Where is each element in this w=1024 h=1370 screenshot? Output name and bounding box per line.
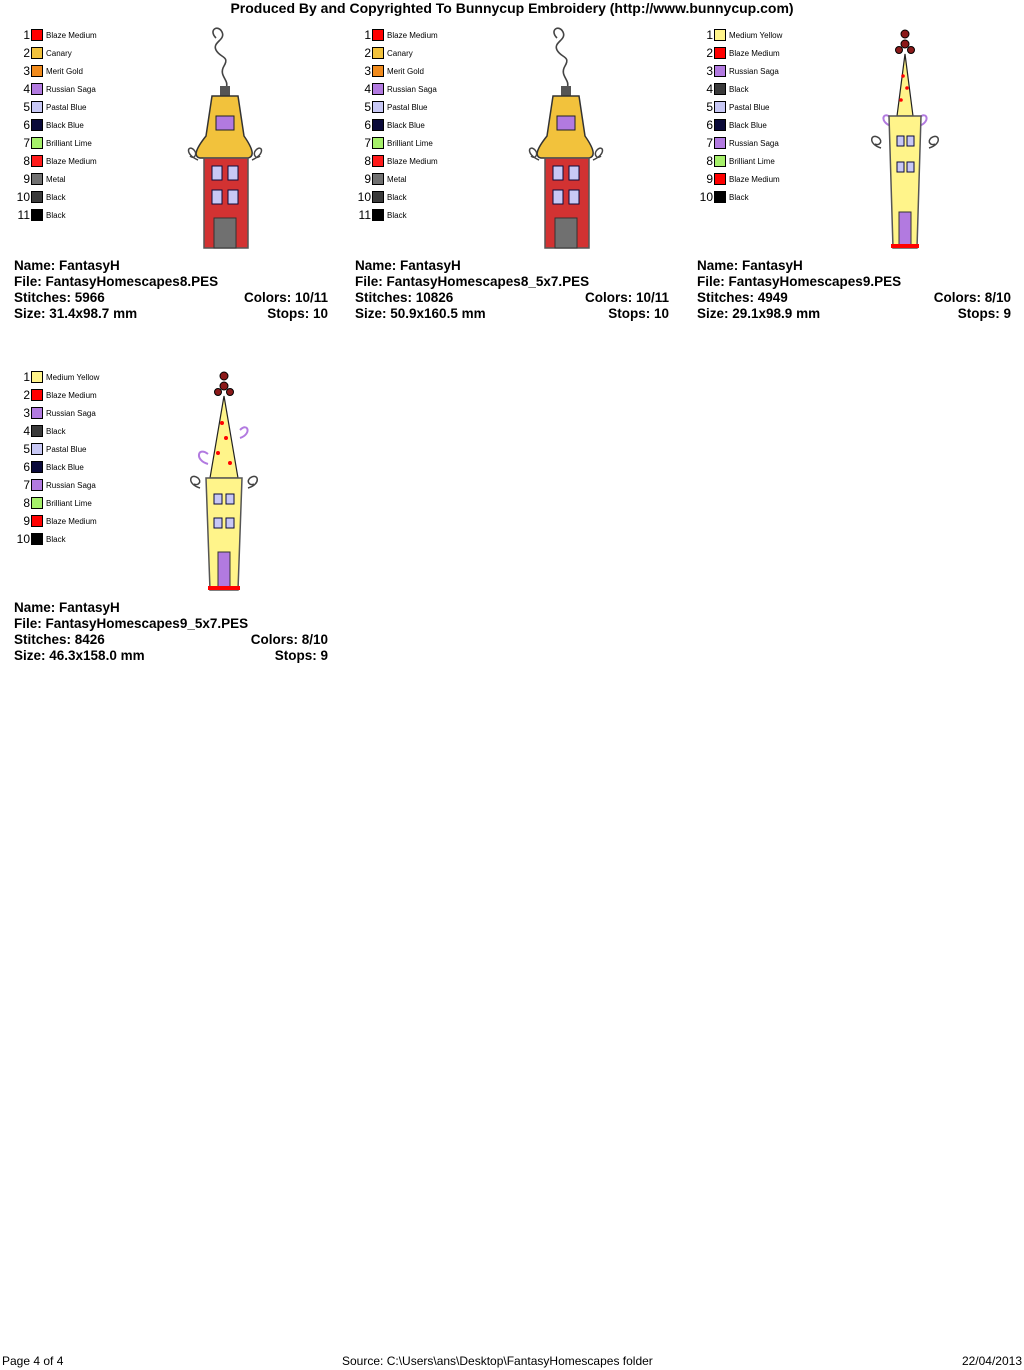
color-swatch — [31, 407, 43, 419]
design-stitches: Stitches: 4949 — [697, 290, 788, 305]
thread-name: Canary — [46, 48, 72, 58]
palette-number: 7 — [23, 136, 30, 150]
color-swatch — [31, 461, 43, 473]
palette-entry — [349, 98, 438, 116]
palette-number: 8 — [706, 154, 713, 168]
thread-name: Black Blue — [46, 120, 84, 130]
design-info — [697, 258, 1011, 322]
thread-name: Pastal Blue — [729, 102, 770, 112]
palette-number: 4 — [706, 82, 713, 96]
palette-entry — [8, 512, 99, 530]
palette-number: 3 — [706, 64, 713, 78]
color-swatch — [31, 155, 43, 167]
palette-number: 8 — [364, 154, 371, 168]
color-swatch — [31, 497, 43, 509]
color-swatch — [714, 101, 726, 113]
palette-entry — [8, 98, 97, 116]
design-info — [14, 600, 328, 664]
thread-name: Russian Saga — [387, 84, 437, 94]
design-stops: Stops: 10 — [267, 306, 328, 321]
design-file: File: FantasyHomescapes9.PES — [697, 274, 902, 289]
palette-entry — [691, 152, 782, 170]
palette-number: 1 — [23, 370, 30, 384]
color-swatch — [714, 173, 726, 185]
design-card — [8, 26, 328, 336]
palette-number: 3 — [23, 64, 30, 78]
color-palette — [8, 368, 99, 548]
palette-entry — [349, 152, 438, 170]
color-swatch — [714, 29, 726, 41]
design-info — [14, 258, 328, 322]
color-swatch — [31, 101, 43, 113]
palette-number: 11 — [17, 208, 30, 222]
palette-entry — [8, 206, 97, 224]
color-swatch — [31, 515, 43, 527]
color-swatch — [372, 119, 384, 131]
thread-name: Black — [46, 534, 66, 544]
color-swatch — [372, 137, 384, 149]
palette-number: 1 — [23, 28, 30, 42]
thread-name: Black — [729, 84, 749, 94]
thread-name: Russian Saga — [729, 138, 779, 148]
thread-name: Black — [729, 192, 749, 202]
design-colors: Colors: 8/10 — [933, 290, 1011, 305]
color-swatch — [372, 173, 384, 185]
design-name: Name: FantasyH — [14, 258, 120, 273]
thread-name: Black — [46, 210, 66, 220]
palette-number: 6 — [23, 118, 30, 132]
color-swatch — [31, 47, 43, 59]
palette-entry — [8, 26, 97, 44]
design-card — [691, 26, 1011, 336]
palette-number: 4 — [23, 82, 30, 96]
palette-number: 6 — [706, 118, 713, 132]
palette-entry — [691, 80, 782, 98]
design-size: Size: 31.4x98.7 mm — [14, 306, 138, 321]
design-card — [8, 368, 328, 678]
palette-number: 1 — [364, 28, 371, 42]
palette-number: 7 — [364, 136, 371, 150]
palette-number: 9 — [23, 514, 30, 528]
palette-number: 1 — [706, 28, 713, 42]
thread-name: Black — [387, 210, 407, 220]
palette-entry — [8, 62, 97, 80]
palette-entry — [349, 134, 438, 152]
color-swatch — [31, 209, 43, 221]
palette-number: 8 — [23, 496, 30, 510]
color-swatch — [31, 29, 43, 41]
color-swatch — [714, 137, 726, 149]
palette-number: 9 — [364, 172, 371, 186]
thread-name: Metal — [387, 174, 407, 184]
color-swatch — [714, 155, 726, 167]
color-palette — [8, 26, 97, 224]
thread-name: Blaze Medium — [387, 156, 438, 166]
palette-entry — [349, 44, 438, 62]
palette-entry — [691, 62, 782, 80]
palette-entry — [8, 386, 99, 404]
palette-number: 2 — [364, 46, 371, 60]
palette-entry — [8, 476, 99, 494]
house-embroidery-image — [519, 26, 619, 254]
design-file: File: FantasyHomescapes8.PES — [14, 274, 219, 289]
palette-number: 7 — [23, 478, 30, 492]
palette-number: 9 — [23, 172, 30, 186]
palette-number: 3 — [364, 64, 371, 78]
palette-entry — [349, 62, 438, 80]
thread-name: Black Blue — [387, 120, 425, 130]
palette-entry — [691, 188, 782, 206]
design-colors: Colors: 10/11 — [243, 290, 328, 305]
color-palette — [691, 26, 782, 206]
palette-number: 10 — [699, 190, 713, 204]
thread-name: Merit Gold — [387, 66, 424, 76]
palette-number: 5 — [23, 442, 30, 456]
palette-entry — [349, 206, 438, 224]
palette-entry — [349, 80, 438, 98]
palette-entry — [8, 422, 99, 440]
thread-name: Brilliant Lime — [46, 138, 92, 148]
page-header: Produced By and Copyrighted To Bunnycup Embroidery (http://www.bunnycup.com) — [230, 0, 794, 16]
palette-entry — [8, 458, 99, 476]
design-size: Size: 50.9x160.5 mm — [355, 306, 486, 321]
palette-number: 10 — [16, 190, 30, 204]
thread-name: Blaze Medium — [729, 48, 780, 58]
design-size: Size: 29.1x98.9 mm — [697, 306, 821, 321]
color-swatch — [372, 191, 384, 203]
color-swatch — [31, 371, 43, 383]
color-swatch — [714, 47, 726, 59]
palette-entry — [349, 116, 438, 134]
palette-entry — [691, 134, 782, 152]
color-swatch — [372, 155, 384, 167]
palette-number: 4 — [23, 424, 30, 438]
color-swatch — [31, 83, 43, 95]
palette-number: 7 — [706, 136, 713, 150]
design-stops: Stops: 10 — [608, 306, 669, 321]
thread-name: Russian Saga — [729, 66, 779, 76]
design-colors: Colors: 8/10 — [250, 632, 328, 647]
palette-entry — [349, 26, 438, 44]
palette-number: 5 — [364, 100, 371, 114]
thread-name: Black Blue — [46, 462, 84, 472]
palette-number: 10 — [357, 190, 371, 204]
footer-date: 22/04/2013 — [961, 1354, 1022, 1368]
color-swatch — [31, 533, 43, 545]
thread-name: Merit Gold — [46, 66, 83, 76]
design-info — [355, 258, 669, 322]
palette-number: 8 — [23, 154, 30, 168]
thread-name: Pastal Blue — [46, 102, 87, 112]
thread-name: Russian Saga — [46, 84, 96, 94]
design-name: Name: FantasyH — [14, 600, 120, 615]
palette-entry — [8, 530, 99, 548]
palette-number: 4 — [364, 82, 371, 96]
thread-name: Black — [387, 192, 407, 202]
thread-name: Blaze Medium — [46, 30, 97, 40]
design-size: Size: 46.3x158.0 mm — [14, 648, 145, 663]
color-swatch — [31, 389, 43, 401]
color-swatch — [372, 47, 384, 59]
color-swatch — [31, 443, 43, 455]
color-swatch — [31, 425, 43, 437]
palette-number: 6 — [23, 460, 30, 474]
thread-name: Blaze Medium — [46, 156, 97, 166]
tower-embroidery-image — [861, 26, 951, 254]
palette-entry — [691, 44, 782, 62]
palette-entry — [8, 134, 97, 152]
footer-page: Page 4 of 4 — [2, 1354, 64, 1368]
color-swatch — [31, 137, 43, 149]
palette-entry — [349, 188, 438, 206]
palette-number: 2 — [23, 46, 30, 60]
design-stops: Stops: 9 — [957, 306, 1011, 321]
design-stops: Stops: 9 — [274, 648, 328, 663]
thread-name: Brilliant Lime — [387, 138, 433, 148]
palette-entry — [691, 116, 782, 134]
palette-number: 2 — [23, 388, 30, 402]
thread-name: Blaze Medium — [46, 516, 97, 526]
palette-entry — [8, 80, 97, 98]
tower-embroidery-image — [180, 368, 270, 596]
color-swatch — [372, 209, 384, 221]
thread-name: Black Blue — [729, 120, 767, 130]
color-palette — [349, 26, 438, 224]
color-swatch — [31, 65, 43, 77]
palette-entry — [691, 98, 782, 116]
palette-entry — [8, 152, 97, 170]
palette-entry — [8, 116, 97, 134]
thread-name: Metal — [46, 174, 66, 184]
palette-entry — [349, 170, 438, 188]
color-swatch — [714, 83, 726, 95]
design-colors: Colors: 10/11 — [584, 290, 669, 305]
color-swatch — [372, 65, 384, 77]
palette-number: 5 — [706, 100, 713, 114]
thread-name: Blaze Medium — [729, 174, 780, 184]
thread-name: Black — [46, 426, 66, 436]
design-file: File: FantasyHomescapes8_5x7.PES — [355, 274, 590, 289]
palette-number: 3 — [23, 406, 30, 420]
palette-number: 10 — [16, 532, 30, 546]
thread-name: Blaze Medium — [46, 390, 97, 400]
palette-entry — [8, 404, 99, 422]
palette-entry — [691, 170, 782, 188]
thread-name: Brilliant Lime — [46, 498, 92, 508]
thread-name: Pastal Blue — [387, 102, 428, 112]
design-name: Name: FantasyH — [697, 258, 803, 273]
thread-name: Black — [46, 192, 66, 202]
thread-name: Medium Yellow — [46, 372, 100, 382]
color-swatch — [714, 65, 726, 77]
palette-entry — [8, 368, 99, 386]
palette-entry — [691, 26, 782, 44]
thread-name: Blaze Medium — [387, 30, 438, 40]
thread-name: Russian Saga — [46, 480, 96, 490]
color-swatch — [372, 29, 384, 41]
house-embroidery-image — [178, 26, 278, 254]
palette-entry — [8, 494, 99, 512]
design-card — [349, 26, 669, 336]
color-swatch — [31, 191, 43, 203]
design-stitches: Stitches: 8426 — [14, 632, 105, 647]
design-stitches: Stitches: 5966 — [14, 290, 105, 305]
footer-source: Source: C:\Users\ans\Desktop\FantasyHomescapes folder — [342, 1354, 653, 1368]
design-file: File: FantasyHomescapes9_5x7.PES — [14, 616, 249, 631]
thread-name: Russian Saga — [46, 408, 96, 418]
palette-number: 5 — [23, 100, 30, 114]
thread-name: Pastal Blue — [46, 444, 87, 454]
palette-number: 2 — [706, 46, 713, 60]
thread-name: Canary — [387, 48, 413, 58]
palette-number: 11 — [358, 208, 371, 222]
palette-number: 6 — [364, 118, 371, 132]
color-swatch — [714, 191, 726, 203]
design-name: Name: FantasyH — [355, 258, 461, 273]
design-stitches: Stitches: 10826 — [355, 290, 454, 305]
palette-entry — [8, 44, 97, 62]
palette-entry — [8, 170, 97, 188]
color-swatch — [372, 101, 384, 113]
color-swatch — [31, 479, 43, 491]
color-swatch — [714, 119, 726, 131]
palette-entry — [8, 188, 97, 206]
color-swatch — [31, 173, 43, 185]
color-swatch — [31, 119, 43, 131]
color-swatch — [372, 83, 384, 95]
thread-name: Brilliant Lime — [729, 156, 775, 166]
palette-number: 9 — [706, 172, 713, 186]
thread-name: Medium Yellow — [729, 30, 783, 40]
palette-entry — [8, 440, 99, 458]
